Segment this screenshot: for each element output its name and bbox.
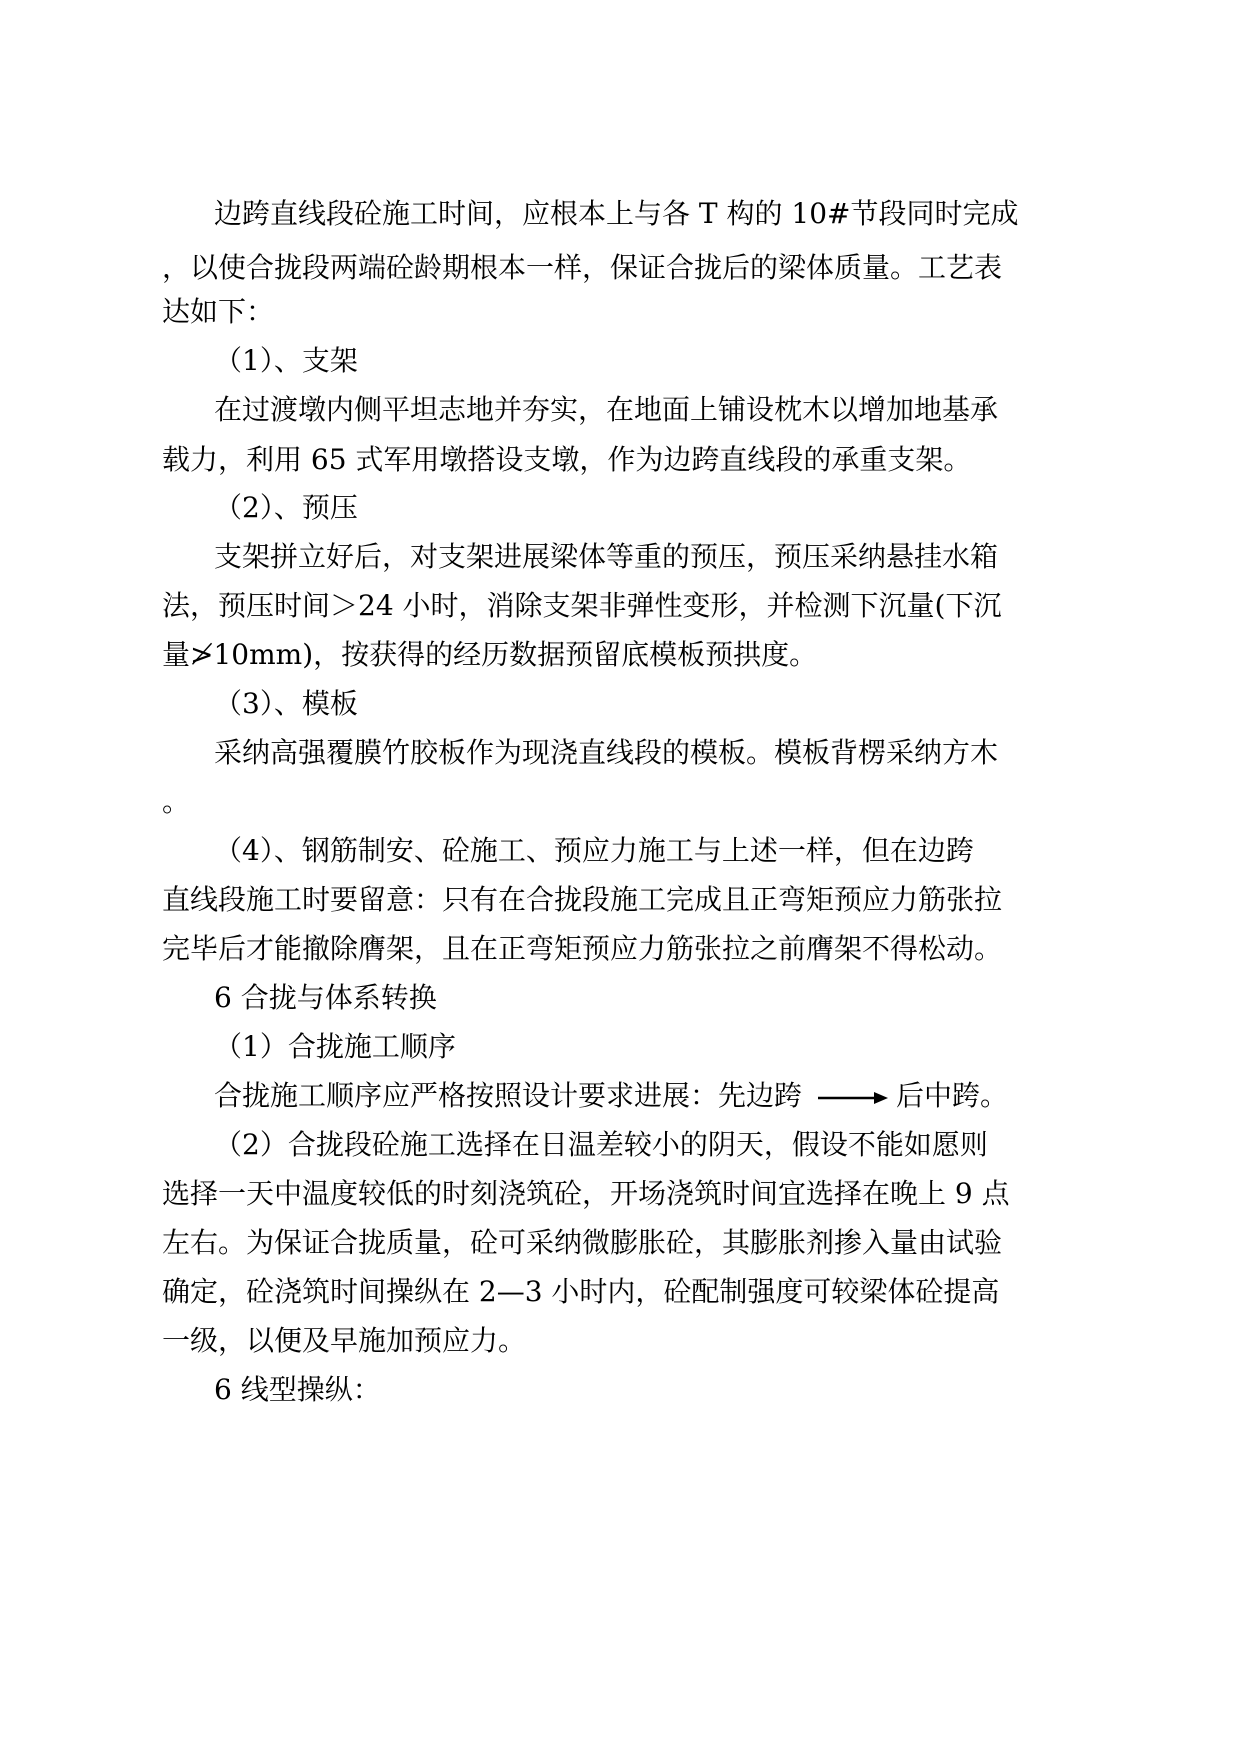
arrow-line-before: 合拢施工顺序应严格按照设计要求进展：先边跨 xyxy=(214,1079,803,1112)
paragraph-line: 边跨直线段砼施工时间，应根本上与各 T 构的 10#节段同时完成 xyxy=(214,197,1019,230)
paragraph-line: 。 xyxy=(162,785,191,818)
section-heading: 6 合拢与体系转换 xyxy=(214,981,437,1014)
section-heading: （3）、模板 xyxy=(214,687,358,720)
paragraph-line: 采纳高强覆膜竹胶板作为现浇直线段的模板。模板背楞采纳方木 xyxy=(214,736,999,769)
paragraph-line: 载力，利用 65 式军用墩搭设支墩，作为边跨直线段的承重支架。 xyxy=(162,443,972,476)
paragraph-line: ，以使合拢段两端砼龄期根本一样，保证合拢后的梁体质量。工艺表 xyxy=(162,251,1003,284)
section-heading: （2）、预压 xyxy=(214,491,358,524)
paragraph-line: 一级，以便及早施加预应力。 xyxy=(162,1324,527,1357)
paragraph-line: 在过渡墩内侧平坦志地并夯实，在地面上铺设枕木以增加地基承 xyxy=(214,393,999,426)
paragraph-line: 量≯10mm)，按获得的经历数据预留底模板预拱度。 xyxy=(162,638,818,671)
paragraph-line: 左右。为保证合拢质量，砼可采纳微膨胀砼，其膨胀剂掺入量由试验 xyxy=(162,1226,1003,1259)
section-heading: 6 线型操纵： xyxy=(214,1373,381,1406)
section-heading: （1）、支架 xyxy=(214,344,358,377)
paragraph-line: 达如下： xyxy=(162,295,275,328)
paragraph-line: 确定，砼浇筑时间操纵在 2—3 小时内，砼配制强度可较梁体砼提高 xyxy=(162,1275,1000,1308)
paragraph-line: （2）合拢段砼施工选择在日温差较小的阴天，假设不能如愿则 xyxy=(214,1128,988,1161)
paragraph-line: 选择一天中温度较低的时刻浇筑砼，开场浇筑时间宜选择在晚上 9 点 xyxy=(162,1177,1010,1210)
right-arrow-icon xyxy=(818,1091,888,1105)
paragraph-line: （4）、钢筋制安、砼施工、预应力施工与上述一样，但在边跨 xyxy=(214,834,974,867)
section-heading: （1）合拢施工顺序 xyxy=(214,1030,456,1063)
paragraph-line: 法，预压时间＞24 小时，消除支架非弹性变形，并检测下沉量(下沉 xyxy=(162,589,1002,622)
paragraph-line: 完毕后才能撤除膺架，且在正弯矩预应力筋张拉之前膺架不得松动。 xyxy=(162,932,1003,965)
paragraph-line: 直线段施工时要留意：只有在合拢段施工完成且正弯矩预应力筋张拉 xyxy=(162,883,1003,916)
paragraph-line-with-arrow xyxy=(214,1078,1008,1114)
paragraph-line: 支架拼立好后，对支架进展梁体等重的预压，预压采纳悬挂水箱 xyxy=(214,540,999,573)
arrow-line-after: 后中跨。 xyxy=(896,1079,1009,1112)
